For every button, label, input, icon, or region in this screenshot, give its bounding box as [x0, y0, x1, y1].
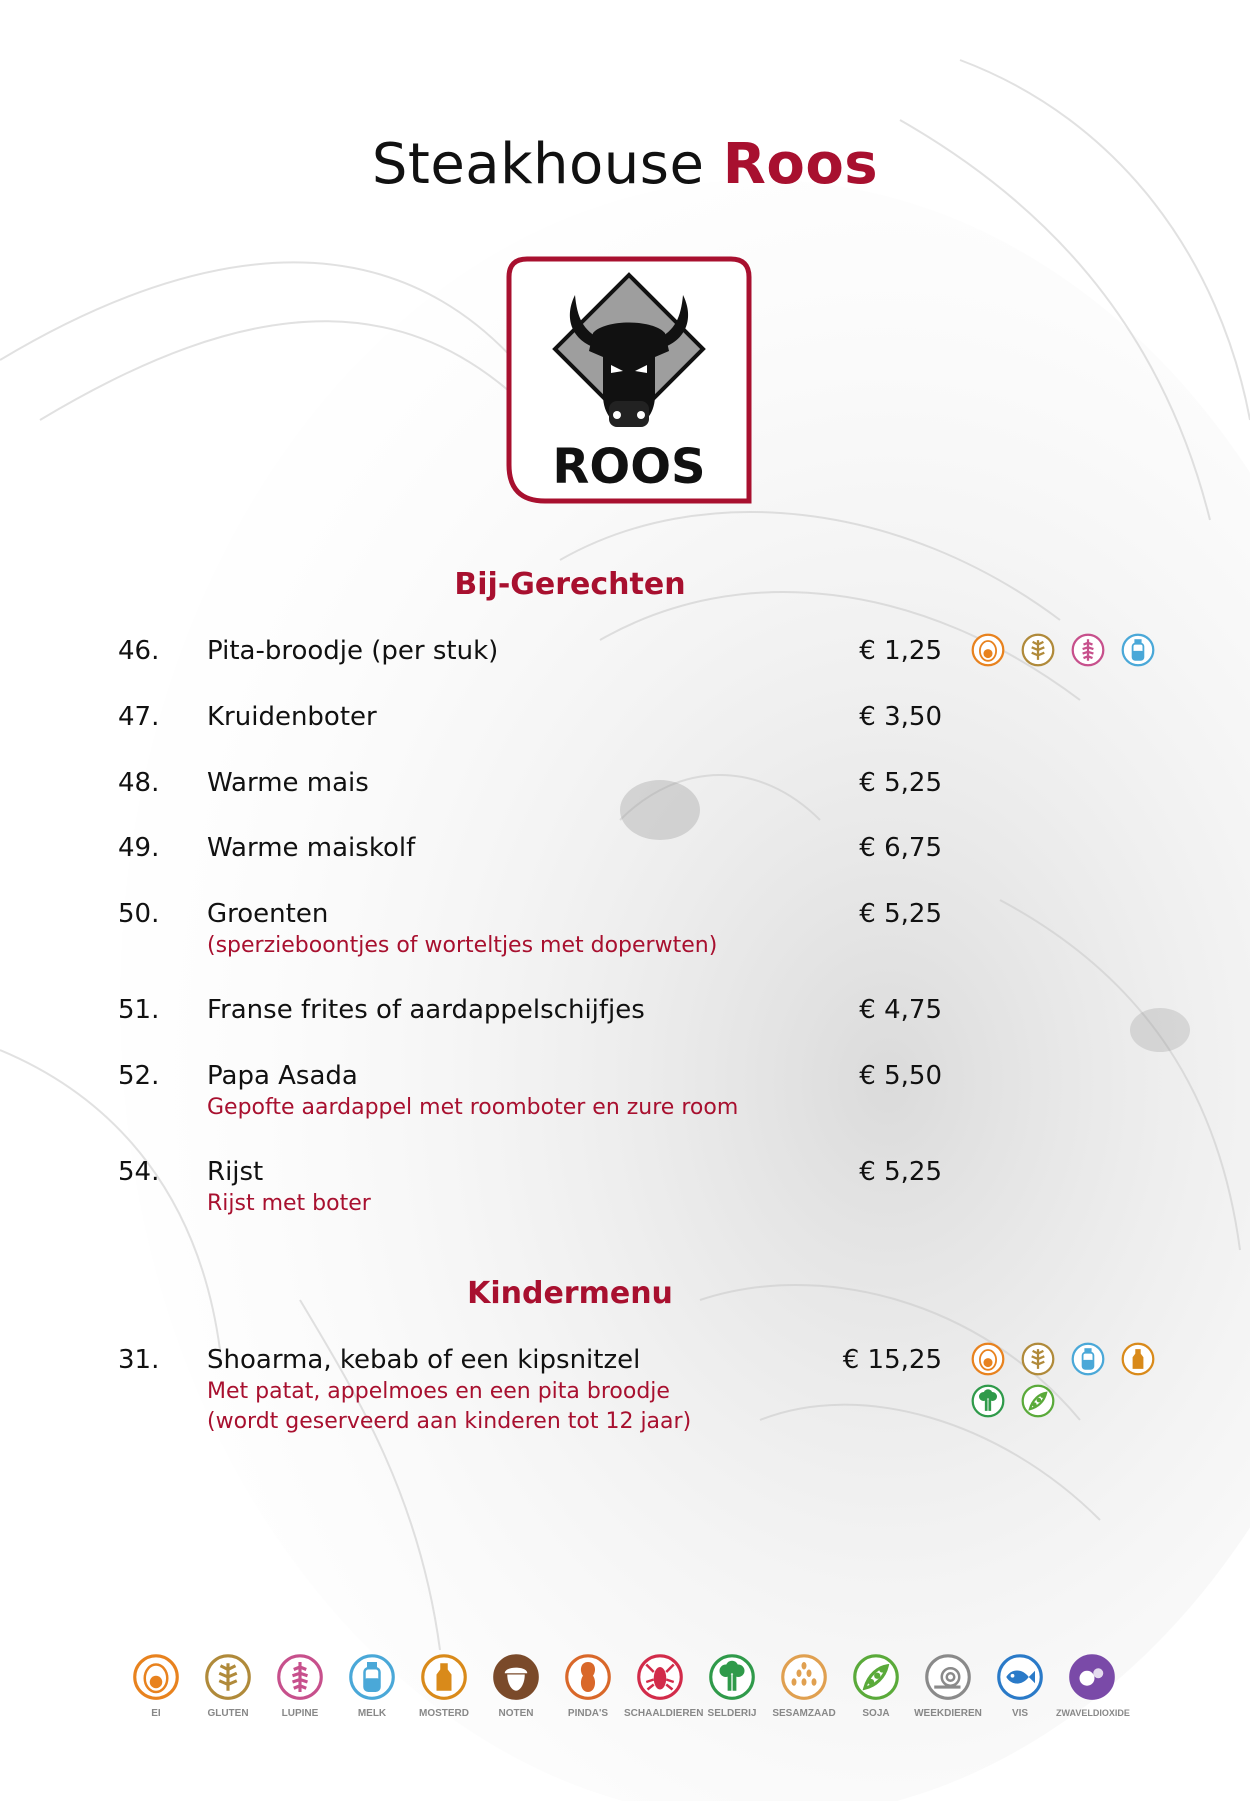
item-number: 54. [118, 1157, 160, 1187]
legend-item-mollusc [912, 1652, 984, 1719]
legend-item-celery [696, 1652, 768, 1719]
item-price: € 4,75 [859, 995, 942, 1025]
legend-label: PINDA'S [567, 1708, 609, 1719]
item-allergens [970, 1341, 1170, 1425]
milk-icon [1120, 632, 1156, 668]
item-description: Gepofte aardappel met roomboter en zure room [207, 1095, 739, 1120]
fish-icon [995, 1652, 1045, 1702]
legend-label: VIS [1011, 1708, 1029, 1719]
nuts-icon [491, 1652, 541, 1702]
gluten-icon [1020, 1341, 1056, 1377]
soy-icon [1020, 1383, 1056, 1419]
celery-icon [970, 1383, 1006, 1419]
item-description: Rijst met boter [207, 1191, 371, 1216]
item-price: € 5,25 [859, 768, 942, 798]
milk-icon [1070, 1341, 1106, 1377]
item-price: € 5,25 [859, 899, 942, 929]
egg-icon [970, 1341, 1006, 1377]
legend-item-milk [336, 1652, 408, 1719]
legend-item-peanut [552, 1652, 624, 1719]
item-price: € 3,50 [859, 702, 942, 732]
peanut-icon [563, 1652, 613, 1702]
item-price: € 5,25 [859, 1157, 942, 1187]
legend-item-lupine [264, 1652, 336, 1719]
gluten-icon [203, 1652, 253, 1702]
legend-label: EI [151, 1708, 161, 1719]
legend-item-sesame [768, 1652, 840, 1719]
sesame-icon [779, 1652, 829, 1702]
item-name: Pita-broodje (per stuk) [207, 636, 499, 666]
item-name: Papa Asada [207, 1061, 358, 1091]
title-plain: Steakhouse [371, 132, 705, 197]
item-name: Kruidenboter [207, 702, 377, 732]
sulphite-icon [1067, 1652, 1117, 1702]
item-price: € 15,25 [842, 1345, 942, 1375]
legend-item-shellfish [624, 1652, 704, 1719]
item-description-note: (wordt geserveerd aan kinderen tot 12 jaar) [207, 1409, 692, 1434]
item-number: 51. [118, 995, 160, 1025]
lupine-icon [1070, 632, 1106, 668]
item-number: 49. [118, 833, 160, 863]
item-name: Rijst [207, 1157, 264, 1187]
shellfish-icon [635, 1652, 685, 1702]
item-name: Groenten [207, 899, 329, 929]
legend-item-sulphite [1056, 1652, 1128, 1718]
section-title-side: Bij-Gerechten [454, 567, 686, 602]
gluten-icon [1020, 632, 1056, 668]
legend-label: SCHAALDIEREN [624, 1708, 704, 1719]
legend-label: ZWAVELDIOXIDE [1056, 1708, 1130, 1718]
legend-label: NOTEN [498, 1708, 534, 1719]
legend-label: WEEKDIEREN [914, 1708, 982, 1719]
legend-label: MELK [357, 1708, 387, 1719]
soy-icon [851, 1652, 901, 1702]
legend-item-fish [984, 1652, 1056, 1719]
legend-item-mustard [408, 1652, 480, 1719]
item-allergens [970, 632, 1170, 674]
legend-item-gluten [192, 1652, 264, 1719]
item-number: 47. [118, 702, 160, 732]
celery-icon [707, 1652, 757, 1702]
legend-item-nuts [480, 1652, 552, 1719]
legend-item-soy [840, 1652, 912, 1719]
egg-icon [970, 632, 1006, 668]
mustard-icon [1120, 1341, 1156, 1377]
item-number: 50. [118, 899, 160, 929]
item-price: € 1,25 [859, 636, 942, 666]
mollusc-icon [923, 1652, 973, 1702]
page-title [0, 132, 1250, 197]
milk-icon [347, 1652, 397, 1702]
roos-logo [505, 255, 753, 505]
legend-item-egg [120, 1652, 192, 1719]
item-price: € 5,50 [859, 1061, 942, 1091]
title-accent: Roos [722, 132, 879, 197]
egg-icon [131, 1652, 181, 1702]
item-name: Warme maiskolf [207, 833, 416, 863]
item-name: Franse frites of aardappelschijfjes [207, 995, 645, 1025]
lupine-icon [275, 1652, 325, 1702]
legend-label: MOSTERD [419, 1708, 469, 1719]
legend-label: GLUTEN [207, 1708, 249, 1719]
section-title-kids: Kindermenu [467, 1276, 673, 1311]
legend-label: SELDERIJ [707, 1708, 757, 1719]
item-name: Warme mais [207, 768, 369, 798]
mustard-icon [419, 1652, 469, 1702]
item-price: € 6,75 [859, 833, 942, 863]
legend-label: SOJA [862, 1708, 890, 1719]
item-number: 48. [118, 768, 160, 798]
item-description: Met patat, appelmoes en een pita broodje [207, 1379, 670, 1404]
item-number: 31. [118, 1345, 160, 1375]
legend-label: SESAMZAAD [772, 1708, 836, 1719]
item-number: 52. [118, 1061, 160, 1091]
item-name: Shoarma, kebab of een kipsnitzel [207, 1345, 641, 1375]
legend-label: LUPINE [281, 1708, 319, 1719]
item-number: 46. [118, 636, 160, 666]
item-description: (sperzieboontjes of worteltjes met doperwten) [207, 933, 718, 958]
logo-text: ROOS [552, 439, 706, 495]
